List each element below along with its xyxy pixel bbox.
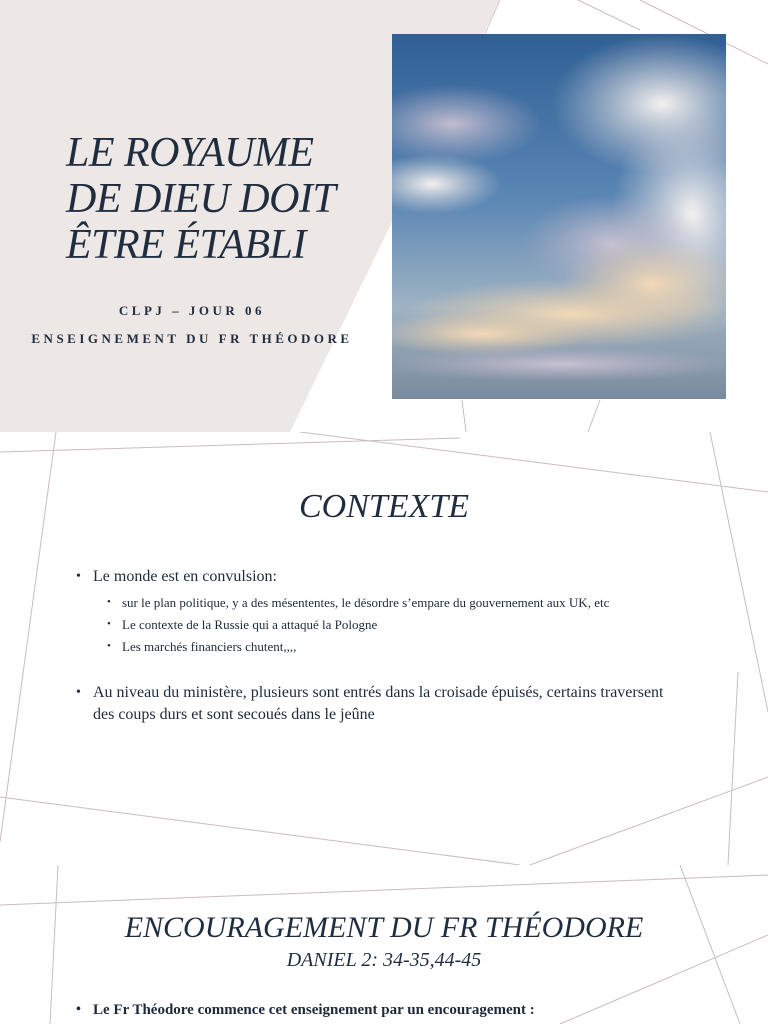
scripture-reference: DANIEL 2: 34-35,44-45 (286, 949, 482, 971)
sky-clouds-image (392, 34, 726, 399)
title-line: ÊTRE ÉTABLI (66, 222, 306, 268)
bullet-item (76, 566, 686, 656)
sub-bullet-item: • Les marchés financiers chutent,,,, (105, 638, 686, 656)
section-heading: CONTEXTE (298, 488, 470, 525)
bullet-item: • Le Fr Théodore commence cet enseignement par un encouragement : (76, 999, 716, 1021)
slide-title (66, 130, 386, 268)
slide-subtitle-teaching: ENSEIGNEMENT DU FR THÉODORE (31, 331, 353, 346)
encouragement-slide (0, 865, 768, 1024)
bullet-list (76, 999, 716, 1021)
bullet-text: Au niveau du ministère, plusieurs sont entrés dans la croisade épuisés, certains traversent des coups durs et sont secoués dans le jeûne (93, 684, 664, 723)
bullet-list (76, 566, 686, 726)
slide-subtitle-day: CLPJ – JOUR 06 (118, 303, 266, 318)
section-heading: ENCOURAGEMENT DU FR THÉODORE (124, 911, 644, 944)
bullet-text: Le monde est en convulsion: (93, 568, 277, 585)
context-slide (0, 432, 768, 865)
title-slide (0, 0, 768, 432)
sub-bullet-item: • sur le plan politique, y a des mésententes, le désordre s’empare du gouvernement aux UK, etc (105, 594, 686, 612)
bullet-item (76, 682, 686, 726)
title-line: LE ROYAUME (66, 130, 314, 176)
sub-bullet-list (105, 594, 686, 656)
sub-bullet-item: • Le contexte de la Russie qui a attaqué la Pologne (105, 616, 686, 634)
title-line: DE DIEU DOIT (66, 176, 336, 222)
